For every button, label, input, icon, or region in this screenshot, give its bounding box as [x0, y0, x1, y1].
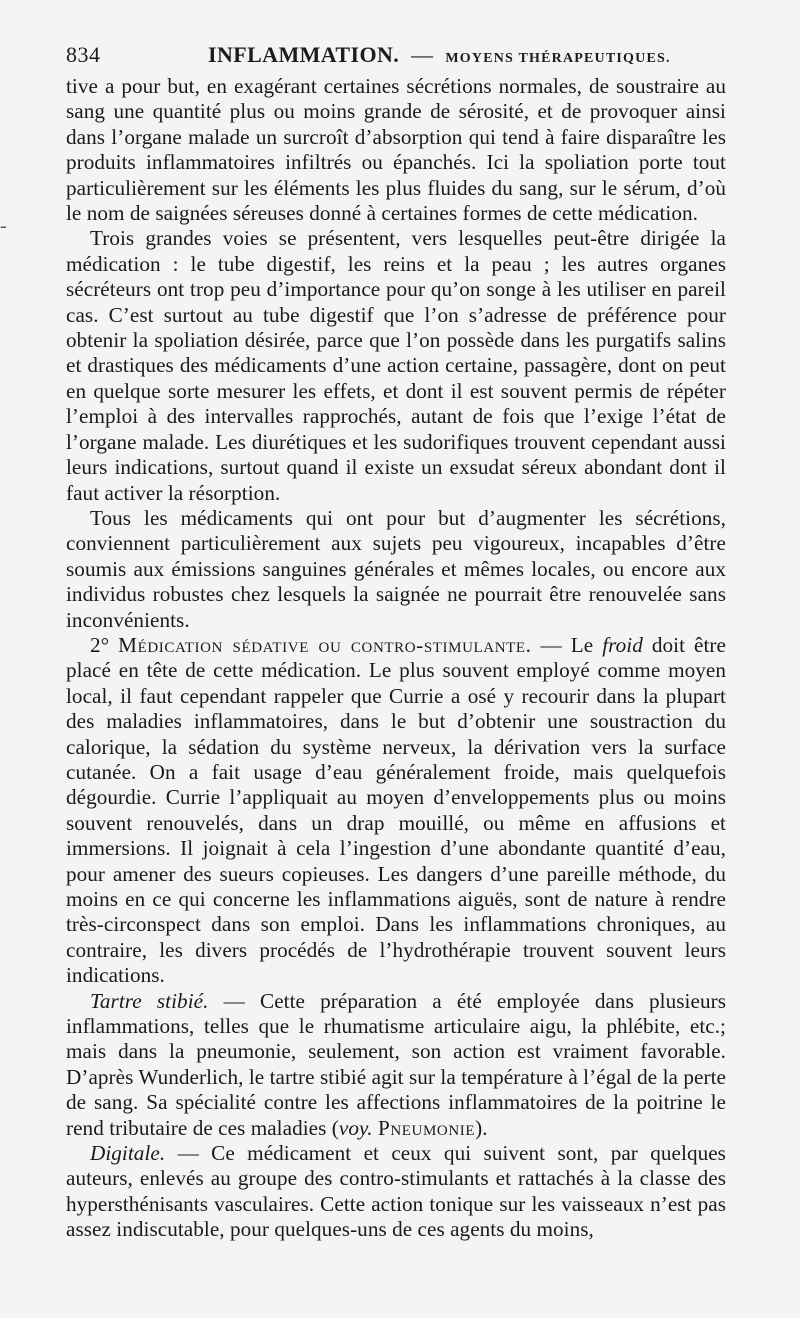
section-heading: Médication sédative ou contro-stimulante.: [118, 632, 532, 657]
paragraph-5-text: — Cette préparation a été employée dans plusieurs inflammations, telles que le rhumatisme articulaire aigu, la phlébite, etc.; mais dans la pneumonie, seulement, son action est vraiment favorable. D’après Wunderlich, le tartre stibié agit sur la température à l’égal de la perte de sang. Sa spécialité contre les affections inflammatoires de la poitrine le rend tributaire de ces maladies (: [66, 988, 726, 1140]
keyword-tartre-stibie: Tartre stibié.: [90, 988, 209, 1013]
running-title-separator: —: [411, 42, 434, 67]
keyword-digitale: Digitale.: [90, 1141, 166, 1166]
paragraph-6-text: — Ce médicament et ceux qui suivent sont, par quelques auteurs, enlevés au groupe des contro-stimulants et rattachés à la classe des hypersthénisants vasculaires. Cette action tonique sur les vaisseaux n’est pas assez indiscutable, pour quelques-uns de ces agents du moins,: [66, 1141, 726, 1242]
section-number: 2°: [90, 632, 110, 657]
keyword-froid: froid: [602, 632, 643, 657]
margin-mark: -: [0, 215, 7, 237]
reference-pneumonie: Pneumonie: [377, 1115, 476, 1140]
paragraph-4: [66, 633, 726, 989]
section-dash: — Le: [540, 632, 594, 657]
paragraph-1: tive a pour but, en exagérant certaines sécrétions normales, de soustraire au sang une quantité plus ou moins grande de sérosité, et de provoquer ainsi dans l’organe malade un surcroît d’absorption qui tend à faire disparaître les produits inflammatoires infiltrés ou épanchés. Ici la spoliation porte tout particulièrement sur les éléments les plus fluides du sang, sur le sérum, d’où le nom de saignées séreuses donné à certaines formes de cette médication.: [66, 74, 726, 226]
paragraph-4-text: doit être placé en tête de cette médication. Le plus souvent employé comme moyen local, il faut cependant rappeler que Currie a osé y recourir dans la plupart des maladies inflammatoires, dans le but d’obtenir une soustraction du calorique, la sédation du système nerveux, la dérivation vers la surface cutanée. On a fait usage d’eau généralement froide, mais quelquefois dégourdie. Currie l’appliquait au moyen d’enveloppements plus ou moins souvent renouvelés, dans un drap mouillé, ou même en affusions et immersions. Il joignait à cela l’ingestion d’une abondante quantité d’eau, pour amener des sueurs copieuses. Les dangers d’une pareille méthode, du moins en ce qui concerne les inflammations aiguës, sont de nature à rendre très-circonspect dans son emploi. Dans les inflammations chroniques, au contraire, les divers procédés de l’hydrothérapie trouvent souvent leurs indications.: [66, 632, 726, 988]
reference-voy: voy.: [338, 1115, 373, 1140]
running-title: [208, 42, 671, 68]
page-number: 834: [66, 42, 101, 67]
running-title-subtitle: MOYENS THÉRAPEUTIQUES.: [445, 51, 671, 66]
paragraph-5-end: ).: [475, 1115, 488, 1140]
paragraph-5: [66, 989, 726, 1141]
body-text: [66, 74, 726, 1243]
paragraph-3: Tous les médicaments qui ont pour but d’augmenter les sécrétions, conviennent particulièrement aux sujets peu vigoureux, incapables d’être soumis aux émissions sanguines générales et mêmes locales, ou encore aux individus robustes chez lesquels la saignée ne pourrait être renouvelée sans inconvénients.: [66, 505, 726, 632]
running-title-main: INFLAMMATION.: [208, 42, 400, 67]
paragraph-2: Trois grandes voies se présentent, vers lesquelles peut-être dirigée la médication : le tube digestif, les reins et la peau ; les autres organes sécréteurs ont trop peu d’importance pour qu’on songe à les utiliser en pareil cas. C’est surtout au tube digestif que l’on s’adresse de préférence pour obtenir la spoliation désirée, parce que l’on possède dans les purgatifs salins et drastiques des médicaments d’une action certaine, passagère, dont on peut en quelque sorte mesurer les effets, et dont il est souvent permis de répéter l’emploi à des intervalles rapprochés, autant de fois que l’exige l’état de l’organe malade. Les diurétiques et les sudorifiques trouvent cependant aussi leurs indications, surtout quand il existe un exsudat séreux abondant dont il faut activer la résorption.: [66, 226, 726, 505]
paragraph-6: [66, 1141, 726, 1243]
page-header: [66, 36, 728, 76]
